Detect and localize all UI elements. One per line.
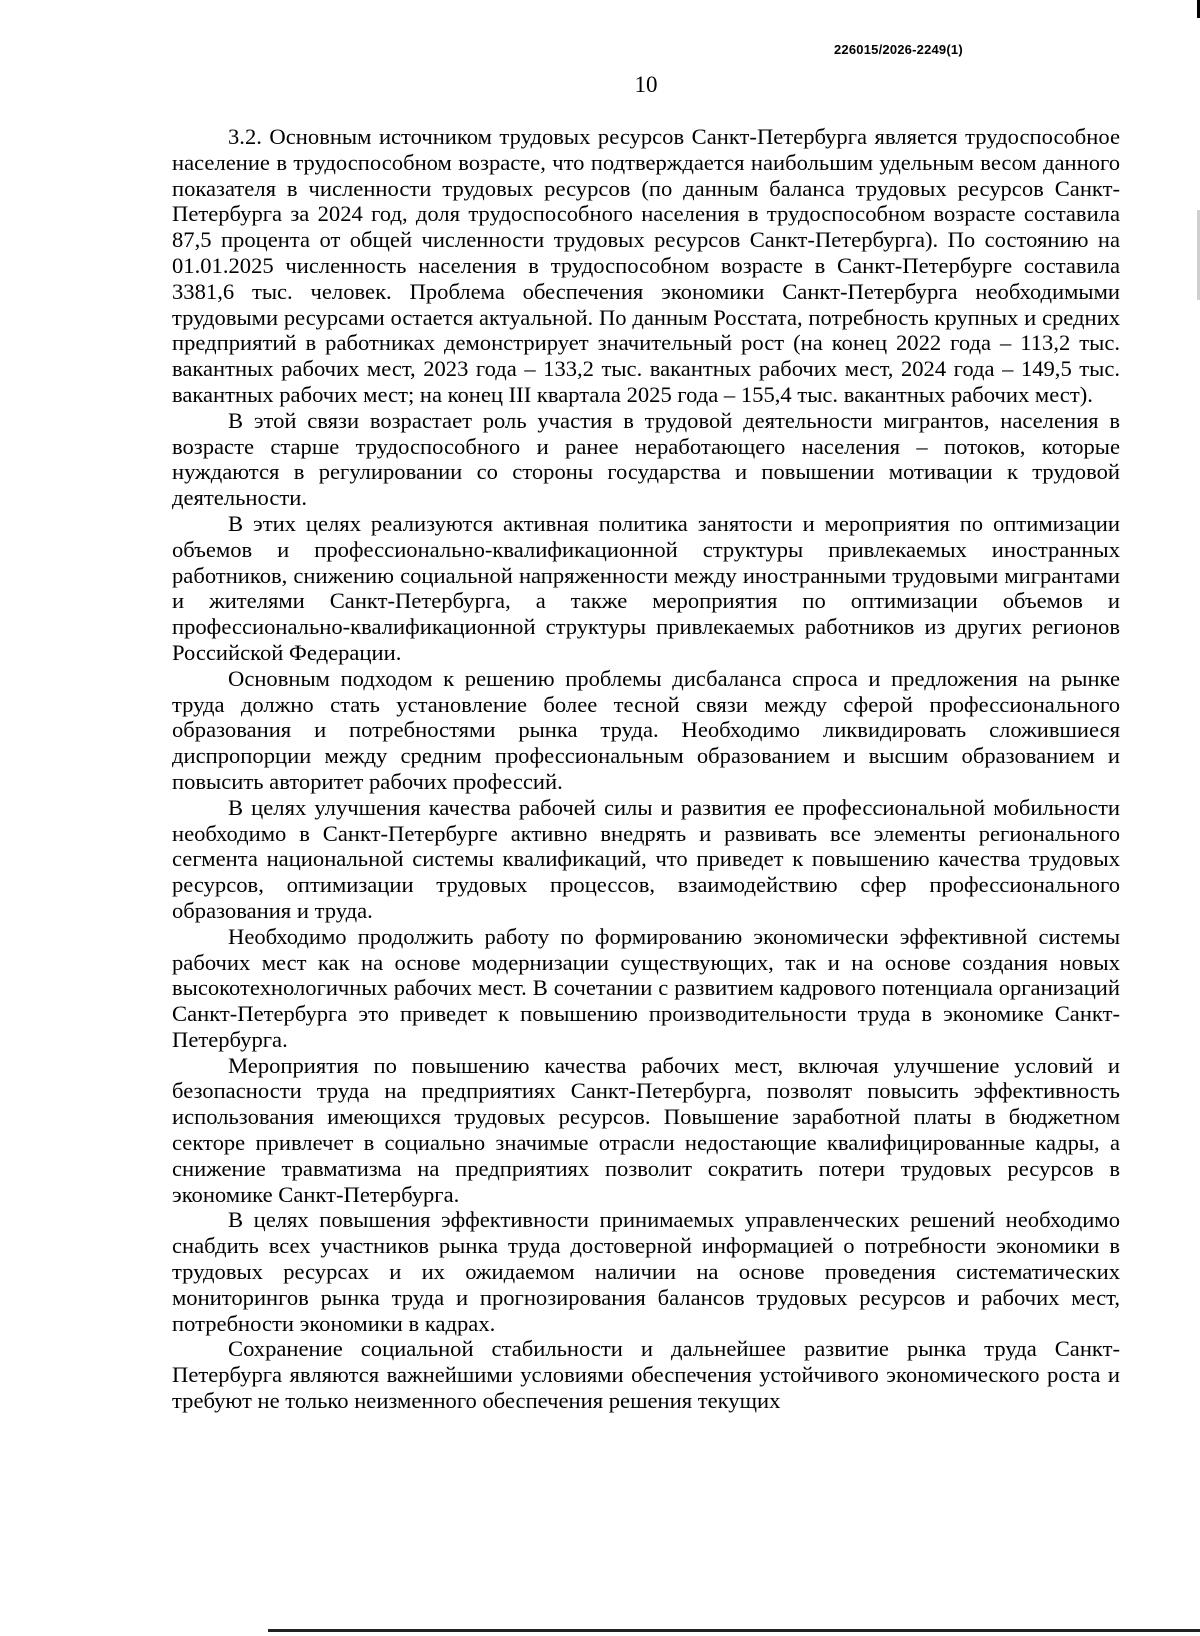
document-body bbox=[172, 124, 1120, 1414]
paragraph-social-stability: Сохранение социальной стабильности и дальнейшее развитие рынка труда Санкт-Петербурга являются важнейшими условиями обеспечения устойчивого экономического роста и требуют не только неизменного обеспечения решения текущих bbox=[172, 1336, 1120, 1414]
paragraph-workplace-quality: Мероприятия по повышению качества рабочих мест, включая улучшение условий и безопасности труда на предприятиях Санкт-Петербурга, позволят повысить эффективность использования имеющихся трудовых ресурсов. Повышение заработной платы в бюджетном секторе привлечет в социально значимые отрасли недостающие квалифицированные кадры, а снижение травматизма на предприятиях позволит сократить потери трудовых ресурсов в экономике Санкт-Петербурга. bbox=[172, 1052, 1120, 1207]
document-registration-number: 226015/2026-2249(1) bbox=[834, 42, 963, 57]
paragraph-education-labor-link: Основным подходом к решению проблемы дисбаланса спроса и предложения на рынке труда должно стать установление более тесной связи между сферой профессионального образования и потребностями рынка труда. Необходимо ликвидировать сложившиеся диспропорции между средним профессиональным образованием и высшим образованием и повысить авторитет рабочих профессий. bbox=[172, 665, 1120, 794]
paragraph-labor-resources-sources: 3.2. Основным источником трудовых ресурсов Санкт-Петербурга является трудоспособное население в трудоспособном возрасте, что подтверждается наибольшим удельным весом данного показателя в численности трудовых ресурсов (по данным баланса трудовых ресурсов Санкт-Петербурга за 2024 год, доля трудоспособного населения в трудоспособном возрасте составила 87,5 процента от общей численности трудовых ресурсов Санкт-Петербурга). По состоянию на 01.01.2025 численность населения в трудоспособном возрасте в Санкт-Петербурге составила 3381,6 тыс. человек. Проблема обеспечения экономики Санкт-Петербурга необходимыми трудовыми ресурсами остается актуальной. По данным Росстата, потребность крупных и средних предприятий в работниках демонстрирует значительный рост (на конец 2022 года – 113,2 тыс. вакантных рабочих мест, 2023 года – 133,2 тыс. вакантных рабочих мест, 2024 года – 149,5 тыс. вакантных рабочих мест; на конец III квартала 2025 года – 155,4 тыс. вакантных рабочих мест). bbox=[172, 124, 1120, 407]
scan-bottom-edge-mark bbox=[268, 1629, 1200, 1632]
paragraph-migrants-role: В этой связи возрастает роль участия в трудовой деятельности мигрантов, населения в возрасте старше трудоспособного и ранее неработающего населения – потоков, которые нуждаются в регулировании со стороны государства и повышении мотивации к трудовой деятельности. bbox=[172, 407, 1120, 511]
paragraph-workplace-system: Необходимо продолжить работу по формированию экономически эффективной системы рабочих мест как на основе модернизации существующих, так и на основе создания новых высокотехнологичных рабочих мест. В сочетании с развитием кадрового потенциала организаций Санкт-Петербурга это приведет к повышению производительности труда в экономике Санкт-Петербурга. bbox=[172, 923, 1120, 1052]
paragraph-management-decisions: В целях повышения эффективности принимаемых управленческих решений необходимо снабдить всех участников рынка труда достоверной информацией о потребности экономики в трудовых ресурсах и их ожидаемом наличии на основе проведения систематических мониторингов рынка труда и прогнозирования балансов трудовых ресурсов и рабочих мест, потребности экономики в кадрах. bbox=[172, 1207, 1120, 1336]
paragraph-qualification-system: В целях улучшения качества рабочей силы и развития ее профессиональной мобильности необходимо в Санкт-Петербурге активно внедрять и развивать все элементы регионального сегмента национальной системы квалификаций, что приведет к повышению качества трудовых ресурсов, оптимизации трудовых процессов, взаимодействию сфер профессионального образования и труда. bbox=[172, 794, 1120, 923]
paragraph-employment-policy: В этих целях реализуются активная политика занятости и мероприятия по оптимизации объемов и профессионально-квалификационной структуры привлекаемых иностранных работников, снижению социальной напряженности между иностранными трудовыми мигрантами и жителями Санкт-Петербурга, а также мероприятия по оптимизации объемов и профессионально-квалификационной структуры привлекаемых работников из других регионов Российской Федерации. bbox=[172, 510, 1120, 665]
page-number: 10 bbox=[634, 72, 658, 97]
